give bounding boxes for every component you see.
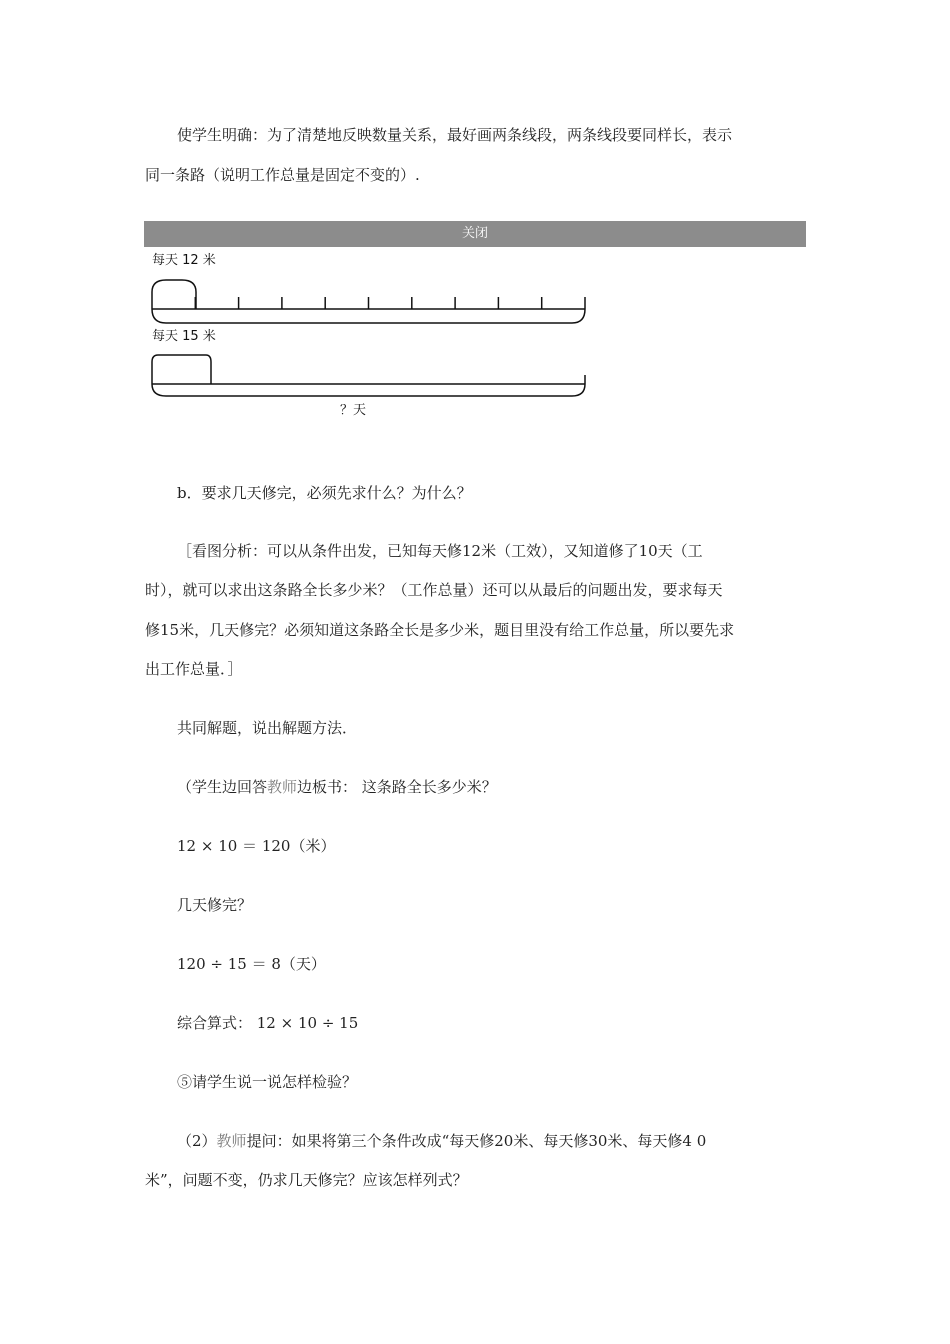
link-teacher-2[interactable]: 教师 — [216, 1132, 247, 1150]
top-brace — [152, 309, 585, 323]
paragraph-b-question: b．要求几天修完，必须先求什么？为什么？ — [177, 484, 472, 502]
paragraph-explain-line1: 使学生明确：为了清楚地反映数量关系，最好画两条线段，两条线段要同样长，表示 — [177, 126, 733, 144]
equation-days: 120 ÷ 15 ＝ 8（天） — [177, 955, 326, 973]
paragraph-analysis-line4: 出工作总量．］ — [145, 660, 243, 678]
top-day-arc — [152, 280, 196, 309]
paragraph-q2-line2: 米”，问题不变，仍求几天修完？应该怎样列式？ — [145, 1171, 468, 1189]
equation-combined: 综合算式： 12 × 10 ÷ 15 — [177, 1014, 359, 1032]
paragraph-explain-line2: 同一条路（说明工作总量是固定不变的）. — [145, 166, 420, 184]
label-question-days: ？天 — [340, 403, 367, 418]
top-segment-ticks — [195, 297, 585, 309]
paragraph-solve: 共同解题，说出解题方法． — [177, 719, 358, 737]
line-segment-diagram — [144, 247, 614, 427]
paragraph-days-question: 几天修完？ — [177, 896, 253, 914]
equation-total: 12 × 10 ＝ 120（米） — [177, 837, 336, 855]
paragraph-board: （学生边回答教师边板书： 这条路全长多少米？ — [177, 778, 497, 796]
link-teacher[interactable]: 教师 — [267, 778, 298, 796]
paragraph-analysis-line2: 时），就可以求出这条路全长多少米？（工作总量）还可以从最后的问题出发，要求每天 — [145, 581, 723, 599]
label-daily-15: 每天 15 米 — [152, 329, 216, 344]
bottom-brace — [152, 384, 585, 396]
label-daily-12: 每天 12 米 — [152, 253, 216, 268]
paragraph-analysis-line1: ［看图分析：可以从条件出发，已知每天修12米（工效），又知道修了10天（工 — [177, 542, 703, 560]
paragraph-analysis-line3: 修15米，几天修完？必须知道这条路全长是多少米，题目里没有给工作总量，所以要先求 — [145, 621, 735, 639]
paragraph-q2-line1: （2）教师提问：如果将第三个条件改成“每天修20米、每天修30米、每天修4 0 — [177, 1132, 707, 1150]
bottom-day-box — [152, 355, 211, 384]
close-button[interactable]: 关闭 — [144, 221, 806, 247]
paragraph-check: ⑤请学生说一说怎样检验？ — [177, 1073, 358, 1091]
